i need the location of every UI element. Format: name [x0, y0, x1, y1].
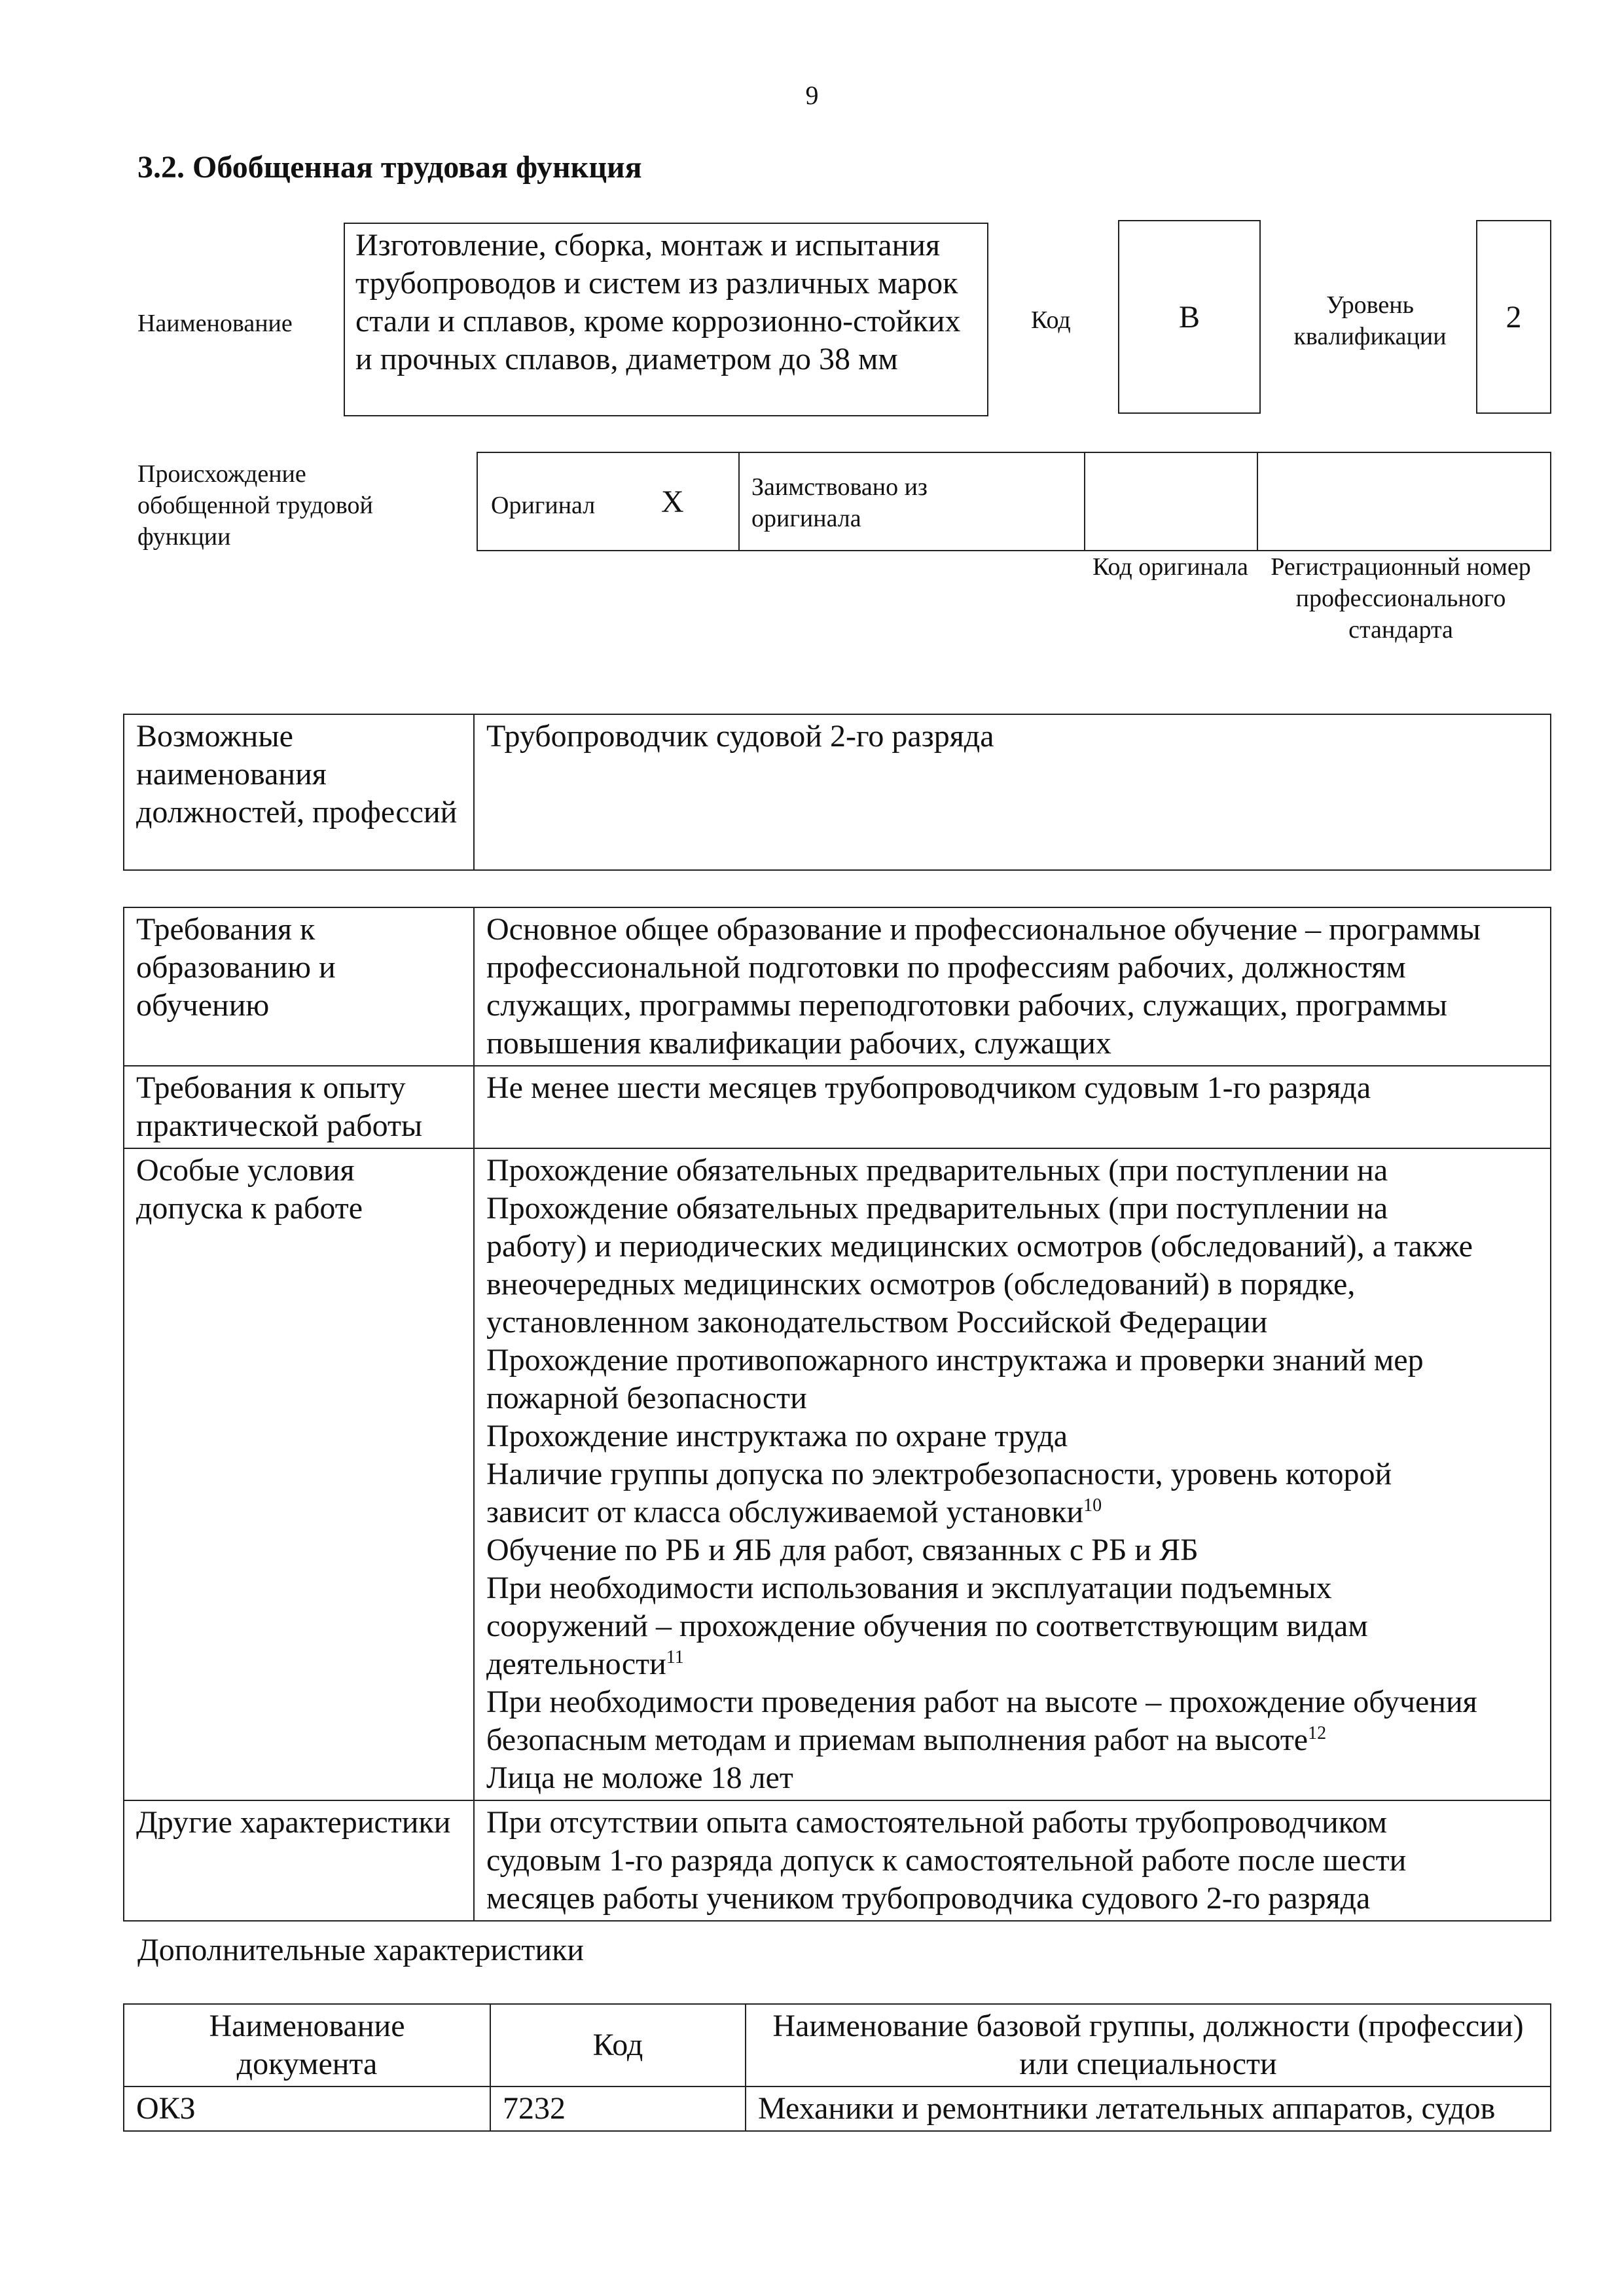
- name-box: [344, 223, 988, 416]
- text-line: установленном законодательством Российской Федерации: [486, 1305, 1268, 1339]
- level-box: [1476, 220, 1551, 414]
- text-line: При отсутствии опыта самостоятельной работы трубопроводчиком: [486, 1805, 1387, 1840]
- origin-label: Происхождение обобщенной трудовой функции: [137, 460, 373, 551]
- req-education-label: Требования к образованию и обучению: [124, 907, 474, 1066]
- code-value: B: [1178, 300, 1200, 335]
- text-line: Наличие группы допуска по электробезопасности, уровень которой: [486, 1457, 1392, 1491]
- page-number: 9: [805, 81, 819, 110]
- additional-table: [123, 2003, 1551, 2132]
- okz-code: 7232: [490, 2086, 746, 2131]
- footnote-ref: 12: [1308, 1723, 1327, 1743]
- text-line: При необходимости проведения работ на высоте – прохождение обучения: [486, 1685, 1477, 1719]
- table-row: [124, 1066, 1551, 1148]
- name-value: Изготовление, сборка, монтаж и испытания трубопроводов и систем из различных марок стали и сплавов, кроме коррозионно-стойких и прочных сплавов, диаметром до 38 мм: [355, 228, 961, 376]
- level-value: 2: [1506, 300, 1522, 335]
- origin-table: [477, 452, 1551, 551]
- table-row: [124, 1800, 1551, 1921]
- text-line: Обучение по РБ и ЯБ для работ, связанных с РБ и ЯБ: [486, 1533, 1199, 1567]
- reg-number-caption: Регистрационный номер профессионального стандарта: [1271, 553, 1531, 644]
- text-line: внеочередных медицинских осмотров (обследований) в порядке,: [486, 1267, 1356, 1302]
- req-experience-label: Требования к опыту практической работы: [124, 1066, 474, 1148]
- positions-value: Трубопроводчик судовой 2-го разряда: [474, 714, 1551, 870]
- footnote-ref: 11: [666, 1647, 684, 1667]
- req-conditions-label: Особые условия допуска к работе: [124, 1148, 474, 1800]
- text-fragment: безопасным методам и приемам выполнения работ на высоте: [486, 1722, 1308, 1757]
- level-label: Уровень квалификации: [1293, 291, 1447, 350]
- text-line: Прохождение обязательных предварительных (при поступлении на: [486, 1153, 1388, 1188]
- text-line: судовым 1-го разряда допуск к самостоятельной работе после шести: [486, 1843, 1407, 1878]
- text-line: [486, 1645, 1538, 1683]
- table-row: [124, 907, 1551, 1066]
- header-code: Код: [490, 2004, 746, 2086]
- name-label: Наименование: [137, 310, 293, 337]
- header-doc-name: Наименование документа: [124, 2004, 490, 2086]
- text-line: служащих, программы переподготовки рабочих, служащих, программы: [486, 988, 1448, 1023]
- text-line: Основное общее образование и профессиональное обучение – программы: [486, 912, 1481, 947]
- header-group-name: Наименование базовой группы, должности (профессии) или специальности: [746, 2004, 1551, 2086]
- table-row: [124, 714, 1551, 870]
- additional-title: Дополнительные характеристики: [137, 1933, 585, 1967]
- positions-label: Возможные наименования должностей, профессий: [124, 714, 474, 870]
- okz-group: Механики и ремонтники летательных аппаратов, судов: [746, 2086, 1551, 2131]
- text-line: повышения квалификации рабочих, служащих: [486, 1026, 1111, 1061]
- req-other-label: Другие характеристики: [124, 1800, 474, 1921]
- okz-doc: ОКЗ: [124, 2086, 490, 2131]
- text-line: работу) и периодических медицинских осмотров (обследований), а также: [486, 1229, 1473, 1264]
- section-title: 3.2. Обобщенная трудовая функция: [137, 150, 642, 185]
- table-row: [124, 2086, 1551, 2131]
- original-mark: X: [661, 484, 684, 519]
- positions-table: [123, 714, 1551, 871]
- text-line: профессиональной подготовки по профессиям рабочих, должностям: [486, 950, 1406, 985]
- text-line: Лица не моложе 18 лет: [486, 1760, 793, 1795]
- original-label: Оригинал: [491, 492, 596, 519]
- text-line: месяцев работы учеником трубопроводчика судового 2-го разряда: [486, 1881, 1371, 1916]
- text-line: Прохождение обязательных предварительных (при поступлении на: [486, 1191, 1388, 1226]
- borrowed-label: Заимствовано из оригинала: [751, 473, 928, 532]
- req-education-value: [474, 907, 1551, 1066]
- table-row: [124, 1148, 1551, 1800]
- text-fragment: деятельности: [486, 1647, 666, 1681]
- table-row: [124, 2004, 1551, 2086]
- text-line: пожарной безопасности: [486, 1381, 807, 1415]
- req-other-value: [474, 1800, 1551, 1921]
- req-conditions-value: [474, 1148, 1551, 1800]
- text-line: сооружений – прохождение обучения по соответствующим видам: [486, 1609, 1368, 1643]
- text-line: Прохождение противопожарного инструктажа и проверки знаний мер: [486, 1343, 1424, 1377]
- text-line: При необходимости использования и эксплуатации подъемных: [486, 1571, 1332, 1605]
- code-box: [1118, 220, 1261, 414]
- req-experience-value: [474, 1066, 1551, 1148]
- code-label: Код: [1031, 306, 1071, 334]
- footnote-ref: 10: [1083, 1495, 1102, 1516]
- text-fragment: зависит от класса обслуживаемой установки: [486, 1495, 1084, 1529]
- code-original-caption: Код оригинала: [1092, 553, 1248, 581]
- text-line: [486, 1721, 1538, 1759]
- text-line: Прохождение инструктажа по охране труда: [486, 1419, 1068, 1453]
- text-line: [486, 1493, 1538, 1531]
- text-line: Не менее шести месяцев трубопроводчиком судовым 1-го разряда: [486, 1070, 1371, 1105]
- requirements-table: [123, 907, 1551, 1922]
